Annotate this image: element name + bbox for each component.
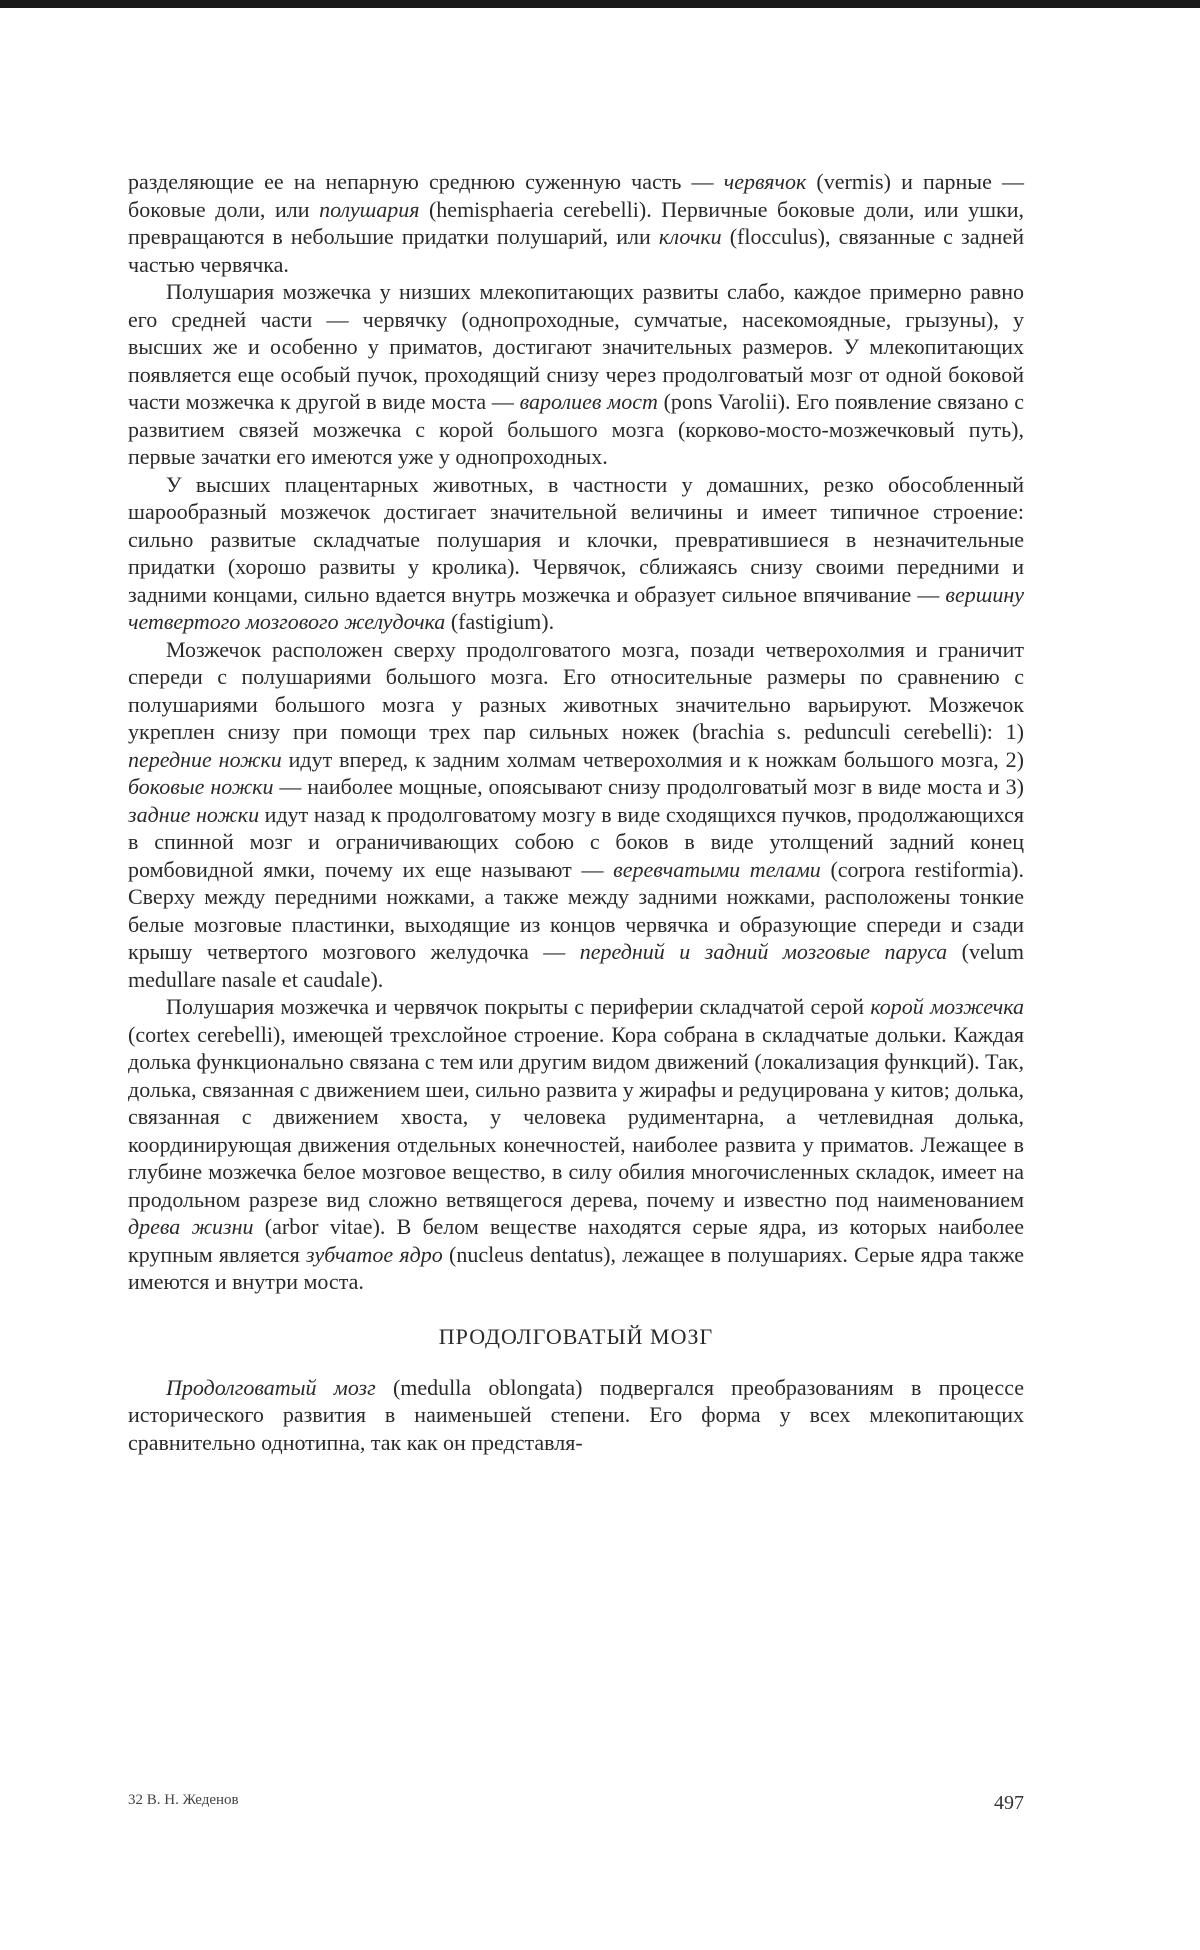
scan-top-border bbox=[0, 0, 1200, 8]
body-text bbox=[128, 168, 1024, 1296]
italic-term: варолиев мост bbox=[519, 389, 658, 414]
section-body-text bbox=[128, 1374, 1024, 1457]
italic-term: клочки bbox=[658, 224, 722, 249]
italic-term: червячок bbox=[723, 169, 807, 194]
italic-term: задние ножки bbox=[128, 801, 260, 827]
italic-term: полушария bbox=[319, 196, 420, 222]
page-number: 497 bbox=[994, 1792, 1024, 1814]
section-heading: ПРОДОЛГОВАТЫЙ МОЗГ bbox=[438, 1323, 714, 1349]
paragraph: У высших плацентарных животных, в частности у домашних, резко обособленный шарообразный мозжечок достигает значительной величины и имеет типичное строение: сильно развитые складчатые полушария и клочки, превратившиеся в незначительные придатки (хорошо развиты у кролика). Червячок, сближаясь снизу своими передними и задними концами, сильно вдается внутрь мозжечка и образует сильное впячивание — вершину четвертого мозгового желудочка (fastigium). bbox=[128, 471, 1024, 634]
paragraph: Продолговатый мозг (medulla oblongata) подвергался преобразованиям в процессе исторического развития в наименьшей степени. Его форма у всех млекопитающих сравнительно однотипна, так как он представля- bbox=[128, 1374, 1024, 1455]
italic-term: веревчатыми телами bbox=[613, 856, 821, 882]
paragraph: Полушария мозжечка у низших млекопитающих развиты слабо, каждое примерно равно его средней части — червячку (однопроходные, сумчатые, насекомоядные, грызуны), у высших же и особенно у приматов, достигают значительных размеров. У млекопитающих появляется еще особый пучок, проходящий снизу через продолговатый мозг от одной боковой части мозжечка к другой в виде моста — варолиев мост (pons Varolii). Его появление связано с развитием связей мозжечка с корой большого мозга (корково-мосто-мозжечковый путь), первые зачатки его имеются уже у однопроходных. bbox=[128, 279, 1024, 469]
paragraph: Полушария мозжечка и червячок покрыты с периферии складчатой серой корой мозжечка (cortex cerebelli), имеющей трехслойное строение. Кора собрана в складчатые дольки. Каждая долька функционально связана с тем или другим видом движений (локализация функций). Так, долька, связанная с движением шеи, сильно развита у жирафы и редуцирована у китов; долька, связанная с движением хвоста, у человека рудиментарна, а четлевидная долька, координирующая движения отдельных конечностей, наиболее развита у приматов. Лежащее в глубине мозжечка белое мозговое вещество, в силу обилия многочисленных складок, имеет на продольном разрезе вид сложно ветвящегося дерева, почему и известно под наименованием древа жизни (arbor vitae). В белом веществе находятся серые ядра, из которых наиболее крупным является зубчатое ядро (nucleus dentatus), лежащее в полушариях. Серые ядра также имеются и внутри моста. bbox=[128, 994, 1025, 1294]
italic-term: древа жизни bbox=[128, 1214, 254, 1239]
italic-term: передние ножки bbox=[128, 746, 282, 772]
page-body bbox=[128, 168, 1024, 1456]
printer-signature: 32 В. Н. Жеденов bbox=[128, 1792, 239, 1808]
italic-term: боковые ножки bbox=[128, 774, 274, 799]
paragraph: разделяющие ее на непарную среднюю суженную часть — червячок (vermis) и парные — боковые доли, или полушария (hemisphaeria cerebelli). Первичные боковые доли, или ушки, превращаются в небольшие придатки полушарий, или клочки (flocculus), связанные с задней частью червячка. bbox=[128, 169, 1024, 277]
italic-term: Продолговатый мозг bbox=[166, 1374, 376, 1400]
italic-term: передний и задний мозговые паруса bbox=[579, 939, 948, 964]
italic-term: зубчатое ядро bbox=[306, 1241, 443, 1267]
italic-term: корой мозжечка bbox=[870, 994, 1024, 1019]
italic-term: вершину четвертого мозгового желудочка bbox=[128, 581, 1024, 634]
paragraph: Мозжечок расположен сверху продолговатого мозга, позади четверохолмия и граничит спереди с полушариями большого мозга. Его относительные размеры по сравнению с полушариями большого мозга у разных животных значительно варьируют. Мозжечок укреплен снизу при помощи трех пар сильных ножек (brachia s. pedunculi cerebelli): 1) передние ножки идут вперед, к задним холмам четверохолмия и к ножкам большого мозга, 2) боковые ножки — наиболее мощные, опоясывают снизу продолговатый мозг в виде моста и 3) задние ножки идут назад к продолговатому мозгу в виде сходящихся пучков, продолжающихся в спинной мозг и ограничивающих собою с боков в виде утолщений задний конец ромбовидной ямки, почему их еще называют — веревчатыми телами (corpora restiformia). Сверху между передними ножками, а также между задними ножками, расположены тонкие белые мозговые пластинки, выходящие из концов червячка и образующие спереди и сзади крышу четвертого мозгового желудочка — передний и задний мозговые паруса (velum medullare nasale et caudale). bbox=[128, 636, 1024, 992]
